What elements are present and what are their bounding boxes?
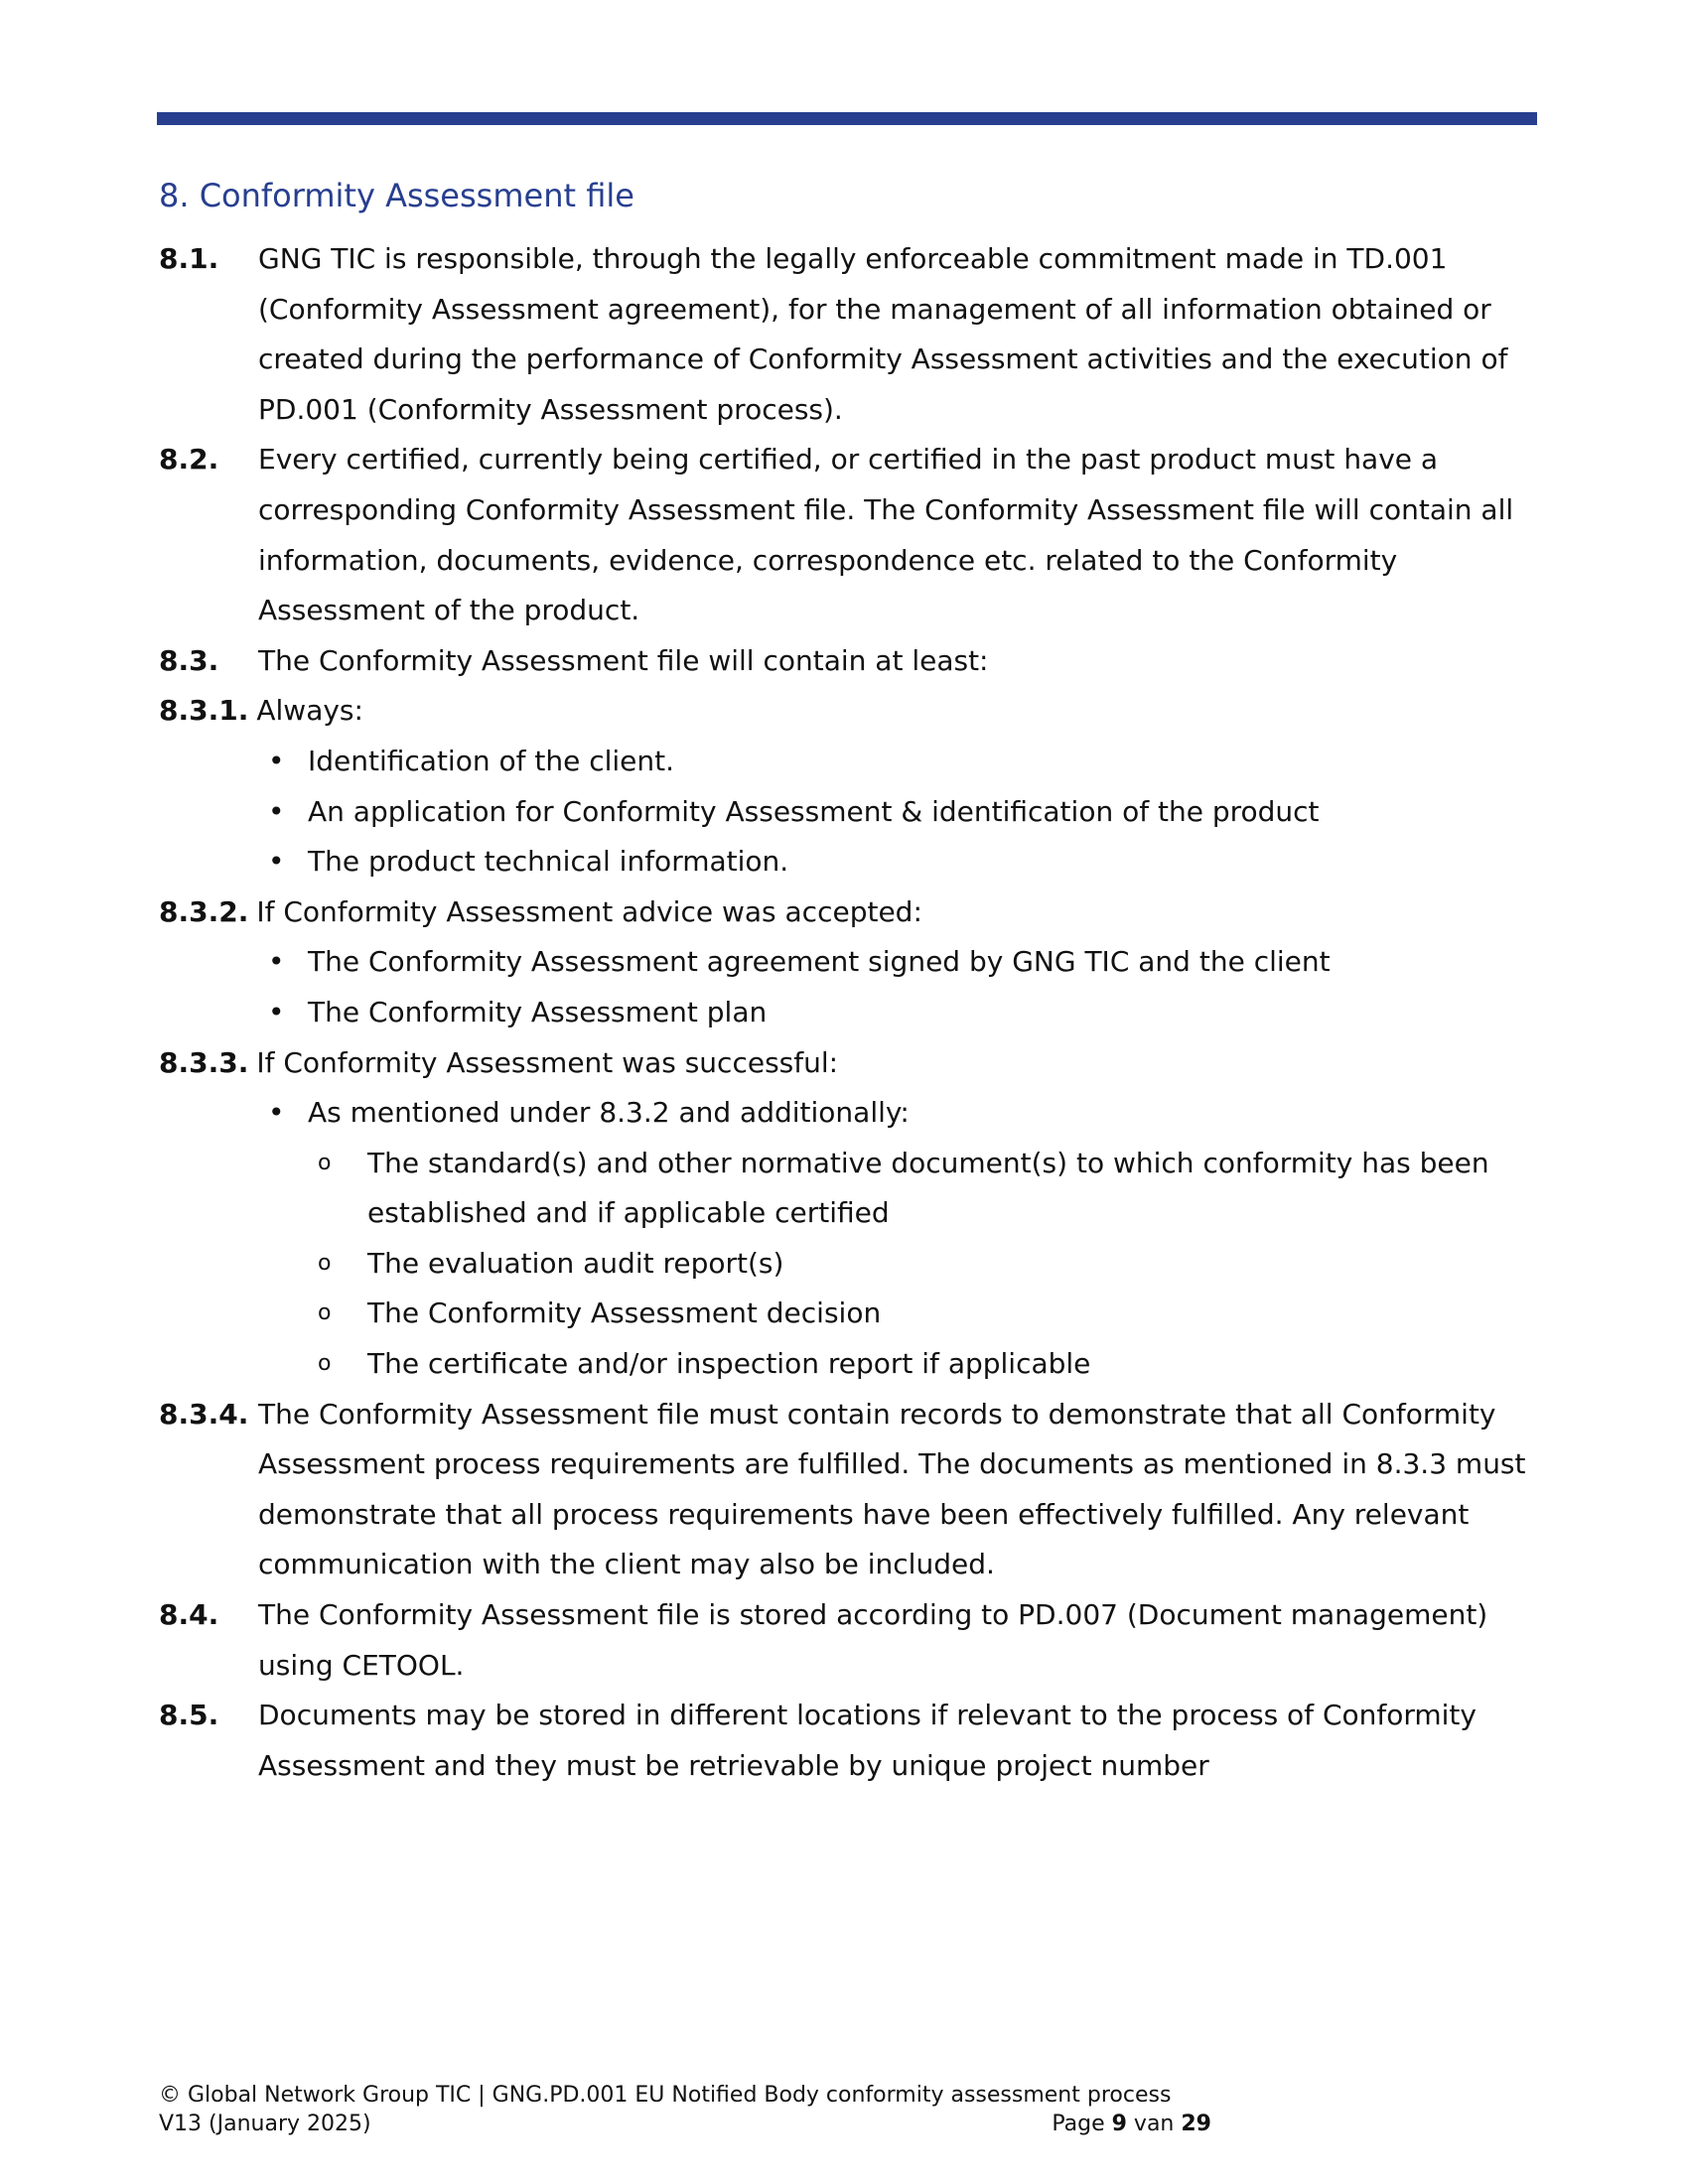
sub-list-item: o The evaluation audit report(s) [159, 1239, 1539, 1290]
clause-number: 8.2. [159, 443, 219, 477]
bullet-circle-icon: o [318, 1351, 332, 1377]
clause-text: The Conformity Assessment file must contain records to demonstrate that all Conformity Assessment process requirements are fulfilled. The documents as mentioned in 8.3.3 must demonstrate that all process requirements have been effectively fulfilled. Any relevant communication with the client may also be included. [258, 1397, 1526, 1581]
list-item: • The Conformity Assessment agreement signed by GNG TIC and the client [258, 937, 1539, 988]
document-body [159, 234, 1539, 1791]
list-item: • As mentioned under 8.3.2 and additionally: [258, 1088, 1539, 1139]
bullet-circle-icon: o [318, 1300, 332, 1326]
list-item: • An application for Conformity Assessment & identification of the product [258, 787, 1539, 838]
bullet-dot-icon: • [268, 995, 285, 1028]
clause-number: 8.3.2. [159, 894, 249, 928]
clause-text: The Conformity Assessment file will contain at least: [258, 643, 989, 677]
clause-text: Every certified, currently being certified, or certified in the past product must have a corresponding Conformity Assessment file. The Conformity Assessment file will contain all information, documents, evidence, correspondence etc. related to the Conformity Assessment of the product. [258, 443, 1514, 627]
clause-number: 8.4. [159, 1598, 219, 1632]
header-rule [157, 112, 1537, 125]
sub-list-item: o The certificate and/or inspection report if applicable [159, 1339, 1539, 1390]
clause-number: 8.3.4. [159, 1397, 249, 1431]
clause-text: Documents may be stored in different locations if relevant to the process of Conformity Assessment and they must be retrievable by unique project number [258, 1699, 1477, 1782]
bullet-dot-icon: • [268, 1096, 285, 1130]
clause-number: 8.1. [159, 242, 219, 275]
clause-8-1 [159, 234, 1539, 435]
clause-text: If Conformity Assessment advice was accepted: [256, 894, 922, 928]
clause-text: Always: [256, 694, 363, 728]
list-item: • Identification of the client. [258, 737, 1539, 787]
page-number: Page 9 van 29 [1052, 2112, 1211, 2136]
bullet-circle-icon: o [318, 1250, 332, 1276]
clause-8-2 [159, 435, 1539, 635]
bullet-dot-icon: • [268, 845, 285, 879]
clause-8-3-4 [159, 1390, 1539, 1590]
bullet-dot-icon: • [268, 744, 285, 777]
bullet-dot-icon: • [268, 945, 285, 979]
clause-number: 8.5. [159, 1699, 219, 1732]
sub-list-item: o The Conformity Assessment decision [159, 1289, 1539, 1339]
footer-copyright: © Global Network Group TIC | GNG.PD.001 EU Notified Body conformity assessment process [159, 2083, 1172, 2108]
list-item: • The Conformity Assessment plan [258, 988, 1539, 1038]
page-footer [159, 2081, 1211, 2138]
footer-meta [159, 2110, 1211, 2138]
clause-number: 8.3.3. [159, 1045, 249, 1079]
clause-text: GNG TIC is responsible, through the legally enforceable commitment made in TD.001 (Conformity Assessment agreement), for the management of all information obtained or created during the performance of Conformity Assessment activities and the execution of PD.001 (Conformity Assessment process). [258, 242, 1508, 426]
list-item: • The product technical information. [258, 837, 1539, 887]
clause-text: The Conformity Assessment file is stored according to PD.007 (Document management) using CETOOL. [258, 1598, 1488, 1682]
footer-version: V13 (January 2025) [159, 2112, 371, 2136]
clause-text: If Conformity Assessment was successful: [256, 1045, 839, 1079]
clause-8-3 [159, 636, 1539, 687]
section-heading: 8. Conformity Assessment file [159, 177, 634, 214]
clause-8-3-2 [159, 887, 1539, 938]
clause-number: 8.3.1. [159, 694, 249, 728]
clause-8-4 [159, 1590, 1539, 1691]
clause-8-3-3 [159, 1038, 1539, 1089]
bullet-circle-icon: o [318, 1150, 332, 1175]
sub-list-item: o The standard(s) and other normative document(s) to which conformity has been established and if applicable certified [159, 1139, 1539, 1239]
clause-8-3-1 [159, 686, 1539, 737]
bullet-dot-icon: • [268, 794, 285, 828]
clause-8-5 [159, 1691, 1539, 1791]
clause-number: 8.3. [159, 643, 219, 677]
